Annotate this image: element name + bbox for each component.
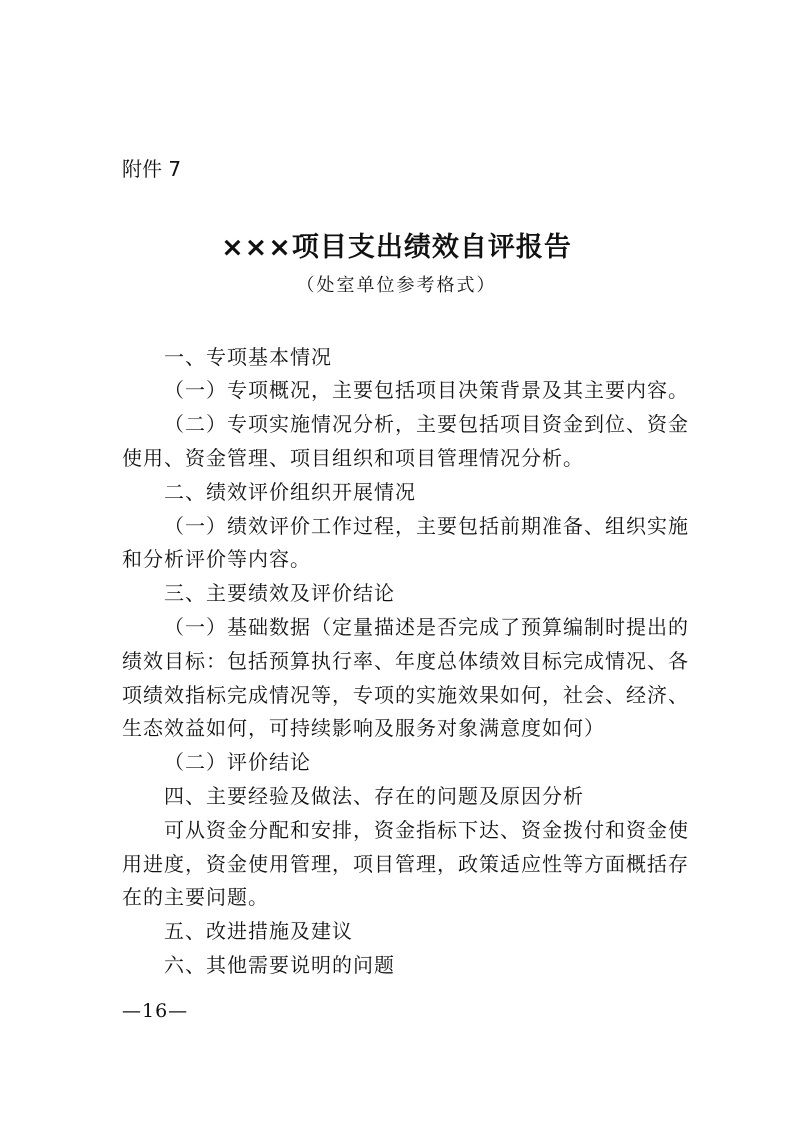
body-line: 生态效益如何，可持续影响及服务对象满意度如何） (122, 716, 605, 740)
body-line: （一）专项概况，主要包括项目决策背景及其主要内容。 (164, 378, 689, 402)
section-heading-6: 六、其他需要说明的问题 (164, 953, 395, 977)
document-subtitle: （处室单位参考格式） (296, 275, 497, 296)
section-heading-3: 三、主要绩效及评价结论 (164, 581, 395, 605)
body-line: 使用、资金管理、项目组织和项目管理情况分析。 (122, 446, 584, 470)
section-heading-4: 四、主要经验及做法、存在的问题及原因分析 (164, 784, 584, 808)
body-line: 绩效目标：包括预算执行率、年度总体绩效目标完成情况、各 (122, 649, 689, 673)
body-line: （一）基础数据（定量描述是否完成了预算编制时提出的 (164, 615, 689, 639)
body-line: 可从资金分配和安排，资金指标下达、资金拨付和资金使 (164, 818, 689, 842)
body-line: （二）专项实施情况分析，主要包括项目资金到位、资金 (164, 412, 689, 436)
body-line: （一）绩效评价工作过程，主要包括前期准备、组织实施 (164, 514, 689, 538)
section-heading-2: 二、绩效评价组织开展情况 (164, 480, 416, 504)
body-line: 用进度，资金使用管理，项目管理，政策适应性等方面概括存 (122, 852, 689, 876)
section-heading-1: 一、专项基本情况 (164, 345, 332, 369)
page-number: —16— (122, 1000, 189, 1022)
body-line: （二）评价结论 (164, 750, 311, 774)
attachment-label: 附件 7 (122, 157, 182, 181)
document-title: ×××项目支出绩效自评报告 (221, 232, 572, 263)
body-line: 在的主要问题。 (122, 885, 269, 909)
section-heading-5: 五、改进措施及建议 (164, 919, 353, 943)
body-line: 项绩效指标完成情况等，专项的实施效果如何，社会、经济、 (122, 683, 689, 707)
body-line: 和分析评价等内容。 (122, 547, 311, 571)
